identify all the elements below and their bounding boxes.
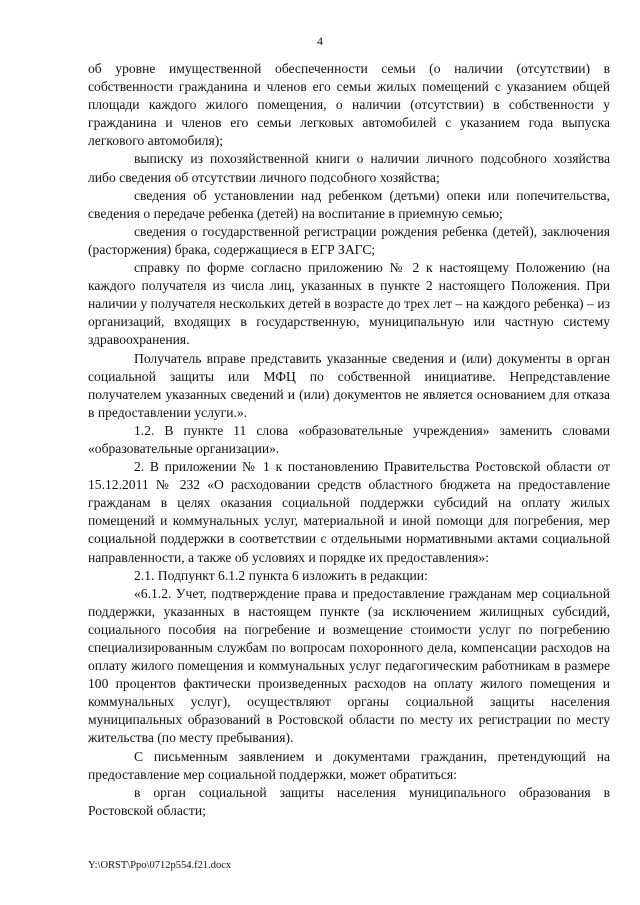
paragraph: в орган социальной защиты населения муниципального образования в Ростовской области; bbox=[88, 784, 610, 818]
paragraph: 1.2. В пункте 11 слова «образовательные учреждения» заменить словами «образовательные организации». bbox=[88, 422, 610, 456]
paragraph: 2.1. Подпункт 6.1.2 пункта 6 изложить в редакции: bbox=[134, 567, 428, 583]
paragraph: «6.1.2. Учет, подтверждение права и предоставление гражданам мер социальной поддержки, указанных в настоящем пункте (за исключением жилищных субсидий, социального пособия на погребение и возмещение стоимости услуг по погребению специализированным службам по вопросам похоронного дела, компенсации расходов на оплату жилого помещения и коммунальных услуг педагогическим работникам в размере 100 процентов фактически произведенных расходов на оплату жилого помещения и коммунальных услуг), осуществляют органы социальной защиты населения муниципальных образований в Ростовской области по месту их регистрации по месту жительства (по месту пребывания). bbox=[88, 585, 610, 746]
paragraph: справку по форме согласно приложению № 2 к настоящему Положению (на каждого получателя из числа лиц, указанных в пункте 2 настоящего Положения. При наличии у получателя нескольких детей в возрасте до трех лет – на каждого ребенка) – из организаций, входящих в государственную, муниципальную или частную систему здравоохранения. bbox=[88, 260, 610, 348]
paragraph: Получатель вправе представить указанные сведения и (или) документы в орган социальной защиты или МФЦ по собственной инициативе. Непредставление получателем указанных сведений и (или) документов не является основанием для отказа в предоставлении услуги.». bbox=[88, 350, 610, 420]
footer-file-path: Y:\ORST\Ppo\0712p554.f21.docx bbox=[88, 860, 232, 871]
document-body bbox=[88, 60, 610, 820]
page-number: 4 bbox=[317, 34, 323, 48]
paragraph: выписку из похозяйственной книги о наличии личного подсобного хозяйства либо сведения об отсутствии личного подсобного хозяйства; bbox=[88, 151, 610, 185]
paragraph: сведения о государственной регистрации рождения ребенка (детей), заключения (расторжения) брака, содержащиеся в ЕГР ЗАГС; bbox=[88, 223, 610, 257]
paragraph: С письменным заявлением и документами гражданин, претендующий на предоставление мер социальной поддержки, может обратиться: bbox=[88, 748, 610, 782]
paragraph: сведения об установлении над ребенком (детьми) опеки или попечительства, сведения о передаче ребенка (детей) на воспитание в приемную семью; bbox=[88, 187, 610, 221]
paragraph: об уровне имущественной обеспеченности семьи (о наличии (отсутствии) в собственности гражданина и членов его семьи жилых помещений с указанием общей площади каждого жилого помещения, о наличии (отсутствии) в собственности у гражданина и членов его семьи легковых автомобилей с указанием года выпуска легкового автомобиля); bbox=[88, 61, 610, 149]
paragraph: 2. В приложении № 1 к постановлению Правительства Ростовской области от 15.12.2011 № 232 «О расходовании средств областного бюджета на предоставление гражданам в целях оказания социальной поддержки субсидий на оплату жилых помещений и коммунальных услуг, материальной и иной помощи для погребения, мер социальной поддержки в соответствии с отдельными нормативными актами социальной направленности, а также об условиях и порядке их предоставления»: bbox=[88, 459, 610, 565]
